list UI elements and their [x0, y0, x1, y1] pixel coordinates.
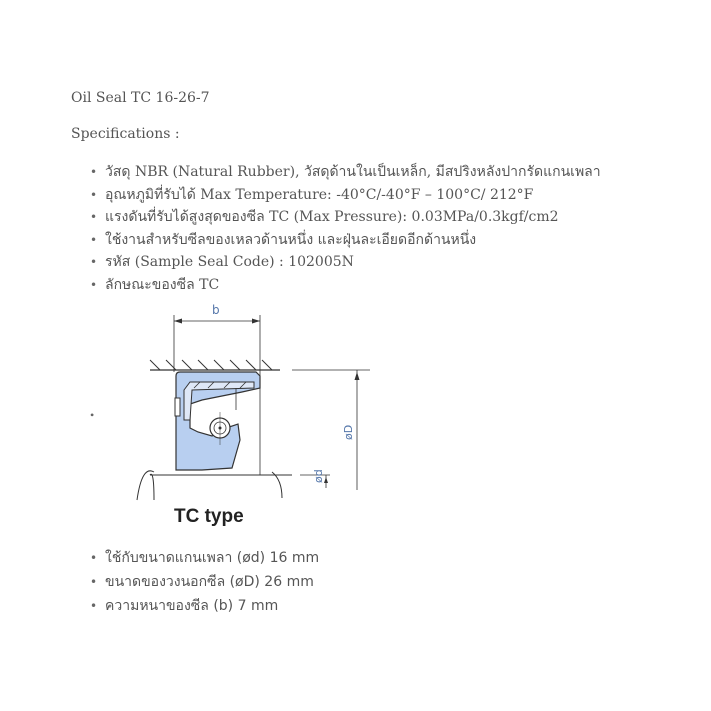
- spec-item-usage: • ใช้งานสำหรับซีลของเหลวด้านหนึ่ง และฝุ่นละเอียดอีกด้านหนึ่ง: [90, 229, 601, 252]
- product-title: Oil Seal TC 16-26-7: [71, 90, 210, 106]
- specifications-heading: Specifications :: [71, 126, 180, 142]
- diagram-bullet: •: [90, 408, 95, 422]
- label-phi-d: ød: [312, 469, 325, 483]
- tc-seal-diagram: [132, 300, 372, 532]
- dimension-outer: • ขนาดของวงนอกซีล (øD) 26 mm: [90, 570, 319, 594]
- diagram-caption: TC type: [174, 506, 244, 527]
- spec-item-material: • วัสดุ NBR (Natural Rubber), วัสดุด้านในเป็นเหล็ก, มีสปริงหลังปากรัดแกนเพลา: [90, 161, 601, 184]
- dimension-thickness: • ความหนาของซีล (b) 7 mm: [90, 594, 319, 618]
- dimension-list: [90, 546, 319, 618]
- spec-item-pressure: • แรงดันที่รับได้สูงสุดของซีล TC (Max Pressure): 0.03MPa/0.3kgf/cm2: [90, 206, 601, 229]
- label-phi-D: øD: [342, 424, 355, 440]
- spec-item-temperature: • อุณหภูมิที่รับได้ Max Temperature: -40°C/-40°F – 100°C/ 212°F: [90, 184, 601, 207]
- spec-item-code: • รหัส (Sample Seal Code) : 102005N: [90, 251, 601, 274]
- label-b: b: [212, 303, 220, 317]
- spec-item-seal-type: • ลักษณะของซีล TC: [90, 274, 601, 297]
- seal-cross-section-icon: [132, 300, 372, 532]
- dimension-shaft: • ใช้กับขนาดแกนเพลา (ød) 16 mm: [90, 546, 319, 570]
- spec-list: [90, 161, 601, 296]
